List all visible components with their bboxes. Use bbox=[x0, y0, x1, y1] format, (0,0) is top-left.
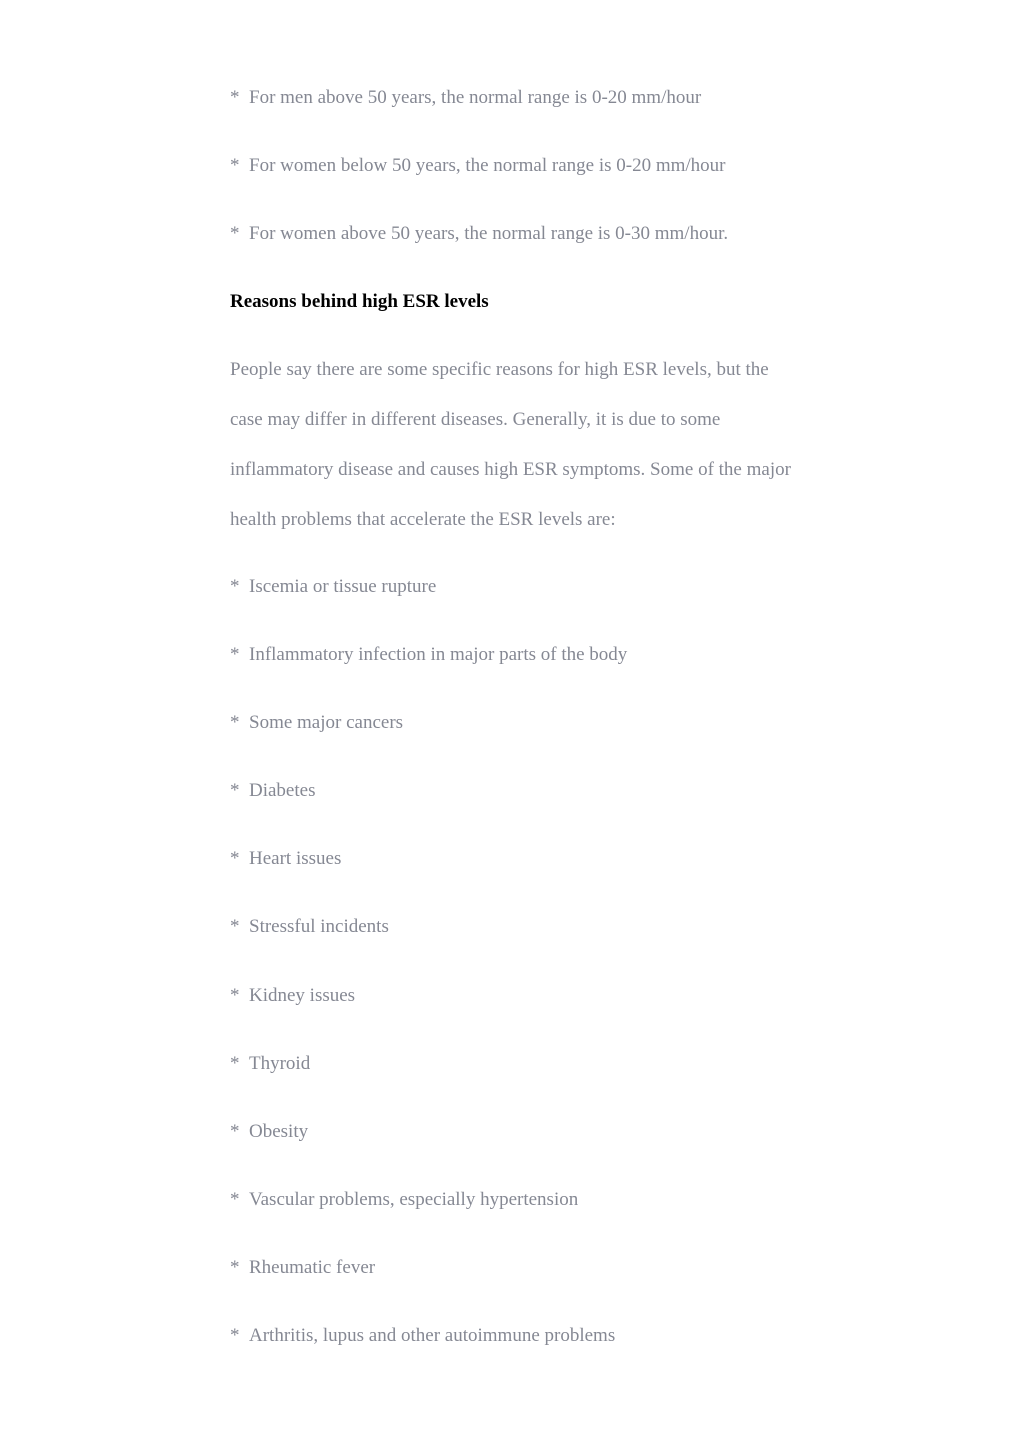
section-paragraph bbox=[230, 358, 830, 558]
bullet-marker: * bbox=[230, 848, 240, 869]
paragraph-line: inflammatory disease and causes high ESR symptoms. Some of the major bbox=[230, 459, 791, 480]
bullet-marker: * bbox=[230, 916, 240, 937]
bullet-marker: * bbox=[230, 1325, 240, 1346]
list-item-text: Obesity bbox=[249, 1121, 309, 1142]
list-item bbox=[230, 779, 315, 803]
list-item-text: Diabetes bbox=[249, 780, 316, 801]
list-item-text: Rheumatic fever bbox=[249, 1257, 376, 1278]
bullet-marker: * bbox=[230, 1257, 240, 1278]
list-item bbox=[230, 711, 403, 735]
list-item bbox=[230, 643, 627, 667]
bullet-marker: * bbox=[230, 576, 240, 597]
list-item bbox=[230, 847, 341, 871]
list-item bbox=[230, 1324, 615, 1348]
bullet-marker: * bbox=[230, 644, 240, 665]
list-item-text: Iscemia or tissue rupture bbox=[249, 576, 437, 597]
bullet-marker: * bbox=[230, 985, 240, 1006]
bullet-marker: * bbox=[230, 87, 240, 108]
section-heading: Reasons behind high ESR levels bbox=[230, 291, 489, 312]
paragraph-line: case may differ in different diseases. Generally, it is due to some bbox=[230, 409, 721, 430]
list-item-text: Arthritis, lupus and other autoimmune problems bbox=[249, 1325, 616, 1346]
list-item bbox=[230, 222, 728, 246]
list-item bbox=[230, 1052, 310, 1076]
list-item-text: Inflammatory infection in major parts of the body bbox=[249, 644, 628, 665]
bullet-marker: * bbox=[230, 712, 240, 733]
list-item-text: Thyroid bbox=[249, 1053, 311, 1074]
bullet-marker: * bbox=[230, 155, 240, 176]
list-item-text: For women above 50 years, the normal range is 0-30 mm/hour. bbox=[249, 223, 729, 244]
list-item-text: For women below 50 years, the normal range is 0-20 mm/hour bbox=[249, 155, 726, 176]
list-item-text: Kidney issues bbox=[249, 985, 356, 1006]
paragraph-line: health problems that accelerate the ESR levels are: bbox=[230, 509, 616, 530]
bullet-marker: * bbox=[230, 1053, 240, 1074]
list-item bbox=[230, 154, 725, 178]
paragraph-line: People say there are some specific reasons for high ESR levels, but the bbox=[230, 359, 769, 380]
list-item-text: Heart issues bbox=[249, 848, 342, 869]
list-item-text: Stressful incidents bbox=[249, 916, 389, 937]
list-item bbox=[230, 915, 389, 939]
list-item-text: Vascular problems, especially hypertension bbox=[249, 1189, 579, 1210]
list-item bbox=[230, 575, 436, 599]
bullet-marker: * bbox=[230, 223, 240, 244]
list-item-text: For men above 50 years, the normal range is 0-20 mm/hour bbox=[249, 87, 702, 108]
bullet-marker: * bbox=[230, 1189, 240, 1210]
list-item-text: Some major cancers bbox=[249, 712, 404, 733]
list-item bbox=[230, 1256, 375, 1280]
bullet-marker: * bbox=[230, 1121, 240, 1142]
list-item bbox=[230, 1188, 578, 1212]
bullet-marker: * bbox=[230, 780, 240, 801]
list-item bbox=[230, 1120, 308, 1144]
list-item bbox=[230, 984, 355, 1008]
list-item bbox=[230, 86, 701, 110]
